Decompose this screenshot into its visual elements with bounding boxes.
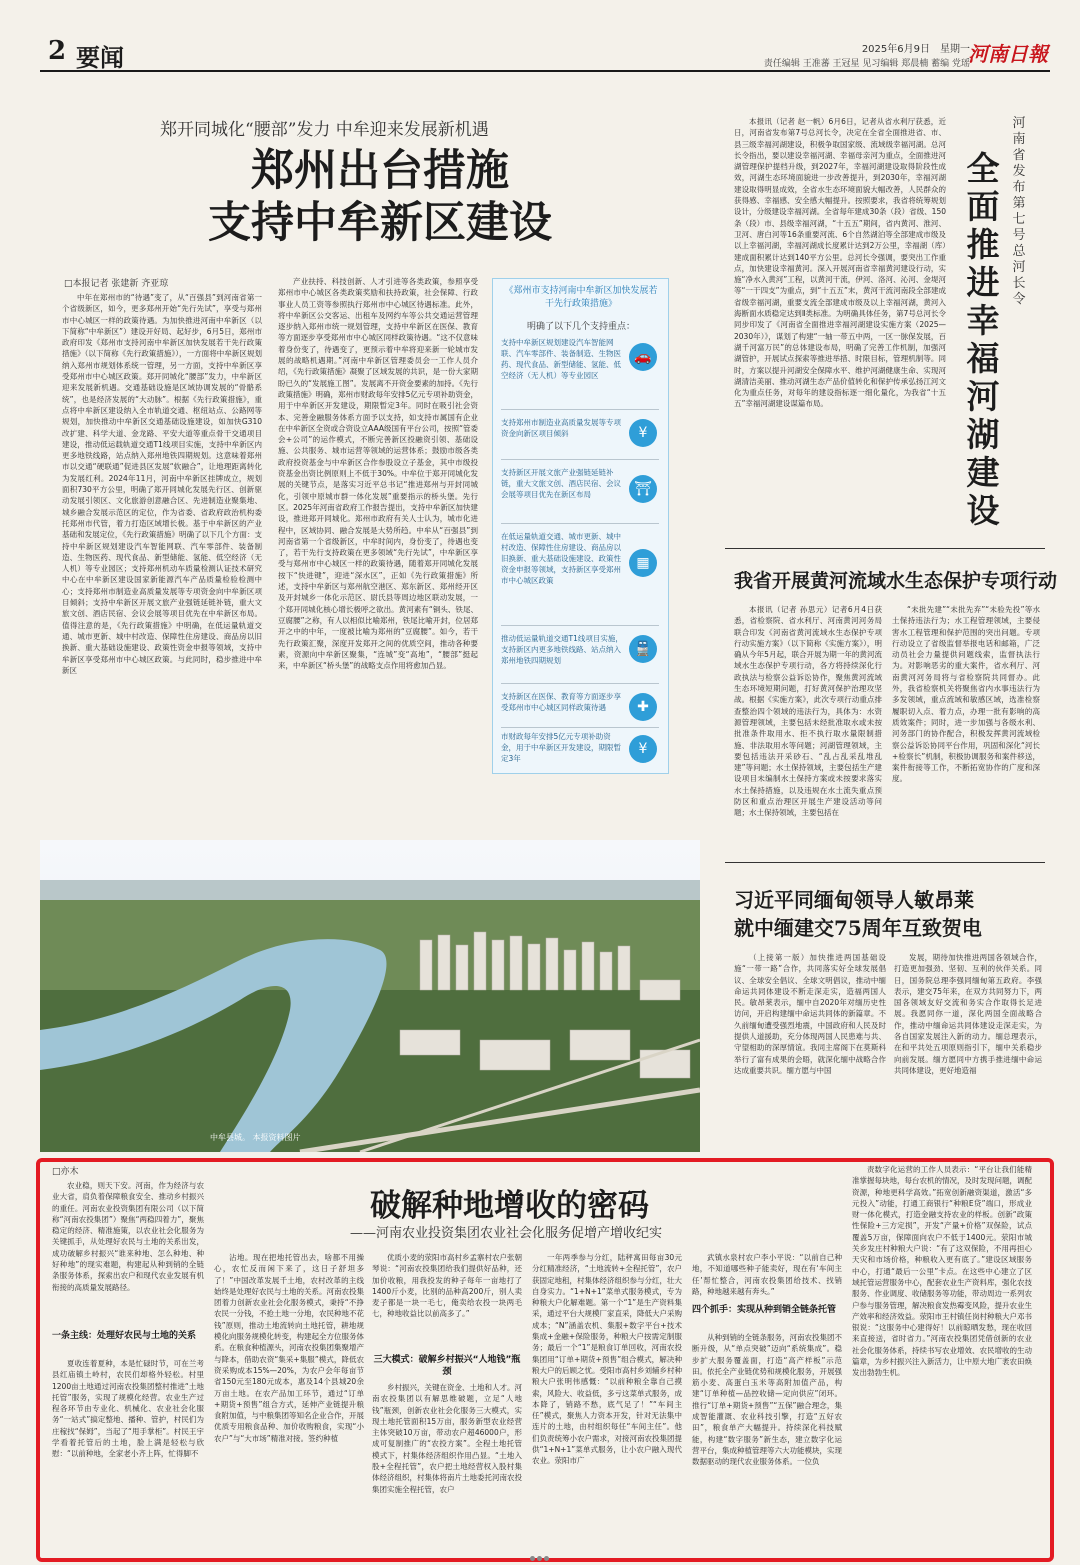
right-mid-text-1: 本报讯（记者 孙思元）记者6月4日获悉，省检察院、省水利厅、河南黄河河务局联合印发《河南省黄河流域水生态保护专项行动实施方案》（以下简称《实施方案》），明确从今年5月起，联合开展为期一年的黄河流域水生态保护专项行动，各方将持续深化行政执法与检察公益诉讼协作，聚焦黄河流域生态环境短期问题，打好黄河保护治理攻坚战。根据《实施方案》，此次专项行动重点排查整治四个领域的违法行为，具体为：水资源管理领域，主要包括未经批准取水或未按批准条件取用水、拒不执行取水量限制措施、非法取用水等问题；河湖管理领域，主要包括违法开采砂石、“乱占乱采乱堆乱建”等问题；水土保持领域，主要包括生产建设项目未编制水土保持方案或未按要求落实水土保持措施，以及违规在水土流失重点预防区和重点治理区开展生产建设活动等问题；水土保持领域，主要包括在	[734, 605, 882, 818]
feature-text-5b: 从种到销的全链条服务，河南农投集团不断升级，从“单点突破”迈向“系统集成”。稳步扩大服务覆盖面，打造“高产样板”示范田。依托全产业链优势和规模化服务，开展强筋小麦、高蛋白玉米等高附加值产品，构建“订单种植—品控收储—定向供应”闭环。推行“订单+期货+预售”“五保”融合理念，集成智能灌溉、农业科技引擎，打造“五好农田”，粮食单产大幅提升。持续深化科技赋能，构建“数字服务”新生态，建立数字化运营平台，集成种植管理等六大功能模块，实现数据驱动的现代农业服务体系。一位负	[692, 1333, 842, 1467]
policy-infobox	[492, 278, 669, 774]
infobox-item-5: 推动低运量轨道交通T1线项目实施，支持新区内更多地铁线路、站点纳入郑州地铁四期规划	[501, 634, 623, 665]
infobox-item-3: 支持新区开展文旅产业强链延链补链，重大文旅文创、酒店民宿、会议会展等项目优先在新区布局	[501, 468, 621, 499]
photo-caption: 中牟县城。 本报资料图片	[210, 1133, 301, 1142]
lead-column-2	[278, 276, 478, 832]
right-bottom-headline	[734, 886, 982, 942]
feature-column-3	[372, 1252, 522, 1352]
feature-text-3b: 乡村振兴，关键在资金、土地和人才。河南农投集团以有解思维破题，立足“人地钱”瓶颈，创新农业社会化服务三大模式，实现土地托管面积15万亩，服务新型农业经营主体突破10万亩，带动农户超46000户，形成可复制推广的“农投方案”。全程土地托管模式下，村集体经济组织作用凸显。“土地入股+全程托管”，农户把土地经营权入股村集体经济组织，村集体将南片土地委托河南农投集团实施全程托管，农户	[372, 1383, 522, 1494]
right-bottom-column-2	[894, 952, 1042, 1150]
city-photo-illustration	[40, 840, 700, 1152]
right-top-headline: 全面推进幸福河湖建设	[966, 149, 1000, 530]
feature-text-1: 农业稳，则天下安。河南，作为经济与农业大省，肩负着保障粮食安全、推动乡村振兴的重任。河南农业投资集团有限公司（以下简称“河南农投集团”）聚焦“两稳四着力”，聚焦稳定的经济、精准施策，以农业社会化服务为关键抓手，从处理好农民与土地的关系出发，成功破解乡村振兴“谁来种地、怎么种地、种好种地”的现实难题，构建起从种到销的全链条服务体系，探索出农户和现代农业发展有机衔接的高质量发展路径。	[52, 1181, 204, 1292]
infobox-divider	[501, 523, 659, 524]
feature-byline: □亦木	[52, 1167, 79, 1177]
section-divider	[725, 548, 1045, 549]
feature-column-6	[852, 1164, 1032, 1540]
feature-column-3b	[372, 1382, 522, 1540]
feature-headline: 破解种地增收的密码	[370, 1188, 649, 1224]
hospital-cross-icon: ✚	[629, 693, 657, 721]
infobox-item-2: 支持郑州市制造业高质量发展等专项资金向新区项目倾斜	[501, 418, 621, 438]
city-aerial-photo	[40, 840, 700, 1152]
right-top-kicker: 河南省发布第七号总河长令	[1012, 116, 1026, 307]
feature-column-1b	[52, 1358, 204, 1538]
yuan-coin-icon: ¥	[629, 419, 657, 447]
feature-column-2	[214, 1252, 364, 1540]
infobox-divider	[501, 683, 659, 684]
right-mid-headline: 我省开展黄河流域水生态保护专项行动	[734, 570, 1058, 592]
editors-line: 责任编辑 王准蕃 王冠星 见习编辑 郑晨楠 蓄编 党瑶	[763, 59, 970, 69]
infobox-title: 《郑州市支持河南中牟新区加快发展若干先行政策措施》	[504, 286, 658, 309]
page-fold-dots	[530, 1546, 554, 1552]
train-icon: 🚆	[629, 635, 657, 663]
infobox-subtitle: 明确了以下几个支持重点：	[526, 322, 635, 332]
feature-text-5: 武镇水泉村农户李小平说：“以前自己种地，不知道哪些种子能卖好，现在有‘车间主任’帮忙整合，河南农投集团给技术、找销路，种地越来越有奔头。”	[692, 1253, 842, 1296]
lead-text-1: 中年在郑州市的“待遇”变了，从“百强县”到河南省第一个省级新区，如今，更多郑州开始“先行先试”，享受与郑州市中心城区一样的政策待遇。为加快推进河南中牟新区（以下简称“中牟新区”）建设开好局、起好步，6月5日，郑州市政府印发《郑州市支持河南中牟新区加快发展若干先行政策措施》（以下简称《先行政策措施》），一方面将中牟新区规划纳入郑州市规划体系统一管理，另一方面，支持中牟新区享受郑州市中心城区政策。郑开同城化“腰部”发力，中牟新区迎来发展新机遇。交通基础设施是区域协调发展的“骨骼系统”，也是经济发展的“大动脉”。根据《先行政策措施》，重点将中牟新区建设纳入全市轨道交通、枢纽站点、公路网等规划，加快推动中牟新区交通基础设施建设，如加快G310改扩建、科学大道、金龙路、平安大道等重点骨干交通项目建设，推动低运载轨道交通T1线项目实施，支持中牟新区内更多地铁线路，站点纳入郑州地铁四期规划。这意味着郑州市以交通“硬联通”促进县区发展“软融合”，让地理距离转化为发展红利。2024年11月，河南中牟新区挂牌成立，规划面积730平方公里，明确了郑开同城化发展先行区、创新驱动发展引领区、文化旅游创意融合区、先进制造业聚集地、城乡融合发展示范区的定位，作为省委、省政府政治机构委托郑州市代管，着力打造区域增长极。基于中牟新区的产业基础和发展定位，《先行政策措施》明确了以下几个方面：支持中牟新区规划建设汽车智能网联、汽车零部件、装备制造、生物医药、现代食品、新型储能、氢能、低空经济（无人机）等专业园区；支持郑州机动车质量检测认证技术研究中心在中牟新区建设国家新能源汽车产品质量检验检测中心；支持郑州市制造业高质量发展等专项资金向中牟新区项目倾斜；支持中牟新区开展文旅产业强链延链补链，重大文旅文创、酒店民宿、会议会展等项目优先在中牟新区布局。值得注意的是，《先行政策措施》中明确，在低运量轨道交通、城市更新、城中村改造、保障性住房建设、商品房以旧换新、重大基础设施建设、政策性资金申报等领域，支持中牟新区享受郑州市中心城区政策。与此同时，稳步推进中牟新区	[62, 293, 262, 675]
feature-text-6: 责数字化运营的工作人员表示：“平台让我们能精准掌握每块地，每台农机的情况，及时发现问题，调配资源，种地更科学高效。”拓宽创新融资渠道，激活“多元投入”动能，打通工商银行“种粮E贷”端口，形成业财一体化模式，打造金融支持农业的样板。创新“政策性保险+三方定损”，开发“产量+价格”双保险，试点覆盖5万亩，保障面向农户不低于1400元。荥阳市城关乡发庄村种粮大户说：“有了这双保险，不用再担心天灾和市场价格，种粮收入更有底了。”建设区域服务中心，打通“最后一公里”卡点。在这些中心建立了区域托管运营服务中心，配套农业生产资料库，强化农技服务、作业调度、收储服务等功能，带动周边一系列农户参与服务管理，解决粮食发热霉变风险，提升农业生产效率和经济效益。荥阳市王村镇任岗村种粮大户邓书银说：“这服务中心建得好！以前晾晒发愁，现在收回来直接送，省时省力。”河南农投集团凭借创新的农业社会化服务体系，持续书写农业增效、农民增收的生动篇章，为乡村振兴注入新活力，让中原大地广袤农田焕发出勃勃生机。	[852, 1165, 1032, 1378]
right-bottom-text-2: 发展，期待加快推进两国各领域合作，打造更加强劲、坚韧、互利的伙伴关系。同日，国务院总理李强同缅甸第五政府。李强表示，建交75年来，在双方共同努力下，两国各领域友好交流和务实合作取得长足进展。我愿同你一道，深化两国全面战略合作，推动中缅命运共同体建设走深走实，为各自国家发展注入新的动力。缅总理表示，在和平共处五项原则指引下，缅中关系稳步向前发展。缅方愿同中方携手推进缅中命运共同体建设，更好地造福	[894, 953, 1042, 1075]
feature-section-heading-3: 四个抓手：实现从种到销全链条托管	[692, 1305, 837, 1315]
lead-byline: □本报记者 张建新 齐亚琼	[64, 279, 169, 289]
right-mid-text-2: “未批先建”“未批先弃”“未验先投”等水土保持违法行为；水工程管理领域，主要侵害水工程管理和保护范围的突出问题。专项行动设立了省级监督举报电话和邮箱，广泛动员社会力量提供问题线索，监督执法行为。对影响恶劣的重大案件，省水利厅、河南黄河河务局将与省检察院共同督办。此外，我省检察机关将聚焦省内水事违法行为多发领域，重点流域和敏感区域，选准检察履职切入点、着力点，办理一批有影响的高质效案件；同时，进一步加强与各级水利、河务部门的协作配合，积极发挥黄河流域检察公益诉讼协同平台作用，巩固和深化“河长+检察长”机制，积极协调服务和案件移送，案件衔接等工作，不断拓宽协作的广度和深度。	[892, 605, 1040, 784]
infobox-item-7: 市财政每年安排5亿元专项补助资金，用于中牟新区开发建设，期限暂定3年	[501, 732, 621, 763]
lead-headline-line2: 支持中牟新区建设	[208, 198, 552, 248]
feature-text-4: 一年两季参与分红，陆秤寓田每亩30元分红精准经济，“土地流转+全程托管”，农户获固定地租，村集体经济组织参与分红，壮大自身实力。“1+N+1”菜单式服务模式，专为种粮大户化解难题。第一个“1”是生产资料集采，通过平台大规模厂家直采，降低大户采购成本；“N”涵盖农机、集服+数字平台+技术集成+金融+保险服务，种粮大户按需定制服务；最后一个“1”是粮食订单回收，河南农投集团用“订单+期货+预售”组合模式，解决种粮大户的后顾之忧。受阳市高村乡刘辅乡村种粮大户张明伟感慨：“以前种粮全靠自己摸索，风险大、收益低，多亏这菜单式服务，成本降了，销路不愁，底气足了！”“车间主任”模式，聚焦人力资本开发，针对无法集中连片的土地，由村组织每任“车间主任”。他们负责统筹小农户需求，对接河南农投集团提供“1+N+1”菜单式服务，让小农户融入现代农业。荥阳市广	[532, 1253, 682, 1466]
right-bottom-headline-line1: 习近平同缅甸领导人敏昂莱	[734, 888, 974, 912]
pavilion-icon: ⛩	[629, 475, 657, 503]
issue-date: 2025年6月9日 星期一	[861, 44, 970, 55]
right-mid-column-1	[734, 604, 882, 852]
right-bottom-column-1	[734, 952, 886, 1150]
lead-column-1	[62, 292, 262, 832]
infobox-divider	[501, 409, 659, 410]
section-name: 要闻	[76, 44, 124, 72]
right-bottom-headline-line2: 就中缅建交75周年互致贺电	[734, 916, 982, 940]
feature-column-5b	[692, 1332, 842, 1540]
feature-text-3: 优质小麦的荥阳市高村乡孟寨村农户张朝琴说：“河南农投集团给我们提供好品种，还加价收粮，用我投发的种子每年一亩地打了1400斤小麦，比别的品种高200斤，别人卖麦子都是一块一毛七，俺卖给农投一块两毛七，种地收益比以前高多了。”	[372, 1253, 522, 1319]
feature-column-4	[532, 1252, 682, 1540]
lead-headline-line1: 郑州出台措施	[251, 146, 509, 196]
lead-headline	[170, 145, 590, 249]
infobox-divider	[501, 727, 659, 728]
infobox-divider	[501, 459, 659, 460]
building-icon: ▦	[629, 549, 657, 577]
infobox-divider	[501, 625, 659, 626]
money-icon: ¥	[629, 735, 657, 763]
page-header	[40, 34, 1050, 72]
right-bottom-text-1: （上接第一版）加快推进两国基础设施“一带一路”合作，共同落实好全球发展倡议、全球安全倡议、全球文明倡议，推动中缅命运共同体建设不断走深走实，造福两国人民。敏昂莱表示，缅中自2020年对缅历史性访问，开启构建缅中命运共同体的新篇章。不久前缅甸遭受强烈地震，中国政府和人民及时提供人道援助，充分体现两国人民患难与共、守望相助的深厚情谊。我同主席阁下在莫斯科举行了富有成果的会晤，就深化缅中战略合作达成重要共识。缅方愿与中国	[734, 953, 886, 1075]
infobox-item-6: 支持新区在医保、教育等方面逐步享受郑州市中心城区同样政策待遇	[501, 692, 621, 712]
feature-column-1	[52, 1180, 204, 1326]
right-top-text: 本报讯（记者 赵一帆）6月6日，记者从省水利厅获悉，近日，河南省发布第7号总河长令，决定在全省全面推进省、市、县三级幸福河湖建设，积极争取国家级、流域级幸福河湖。总河长令指出，要以建设幸福河湖、幸福母亲河为重点，全面推进河湖管理保护提档升级，到2027年，幸福河湖建设取得阶段性成效，河湖生态环境面貌进一步改善提升，到2030年，幸福河湖建设取得明显成效，全省水生态环境面貌大幅改善，人民群众的获得感、幸福感、安全感大幅提升。按照要求，我省将统筹规划设计，分级建设幸福河湖。全省每年建成30条（段）省级、150条（段）市、县级幸福河湖，“十五五”期间，省内黄河、淮河、卫河、唐白河等16条重要河流、6个自然湖泊等全部建成市级及以上幸福河湖，幸福河湖成长度累计达到2万公里，幸福湖（库）建成面积累计达到140平方公里。总河长令强调，要突出工作重点，加快建设幸福黄河。深入开展河南省幸福黄河建设行动，实施“净水入黄河”工程，以黄河干流，伊河、洛河、沁河、金堤河等“一干四支”为重点，到“十五五”末，黄河干流河南段全部建成省级幸福河湖，重要支流全部建成市级及以上幸福河湖，黄河入海断面水质稳定达到Ⅱ类标准。为明确具体任务，第7号总河长令同步印发了《河南省全面推进幸福河湖建设实施方案（2025—2030年）》，谋划了构建“一轴一带五中两，一区一脉保发展，百湖千河富万民”的总体建设布局，明确了完善工作机制，加强河湖管护，开展试点探索等推进举措、时限目标，管理机制等。同时，方案以提升河湖安全保障水平、维护河湖健康生命、实现河湖清洁美丽、推动河湖生态产品价值转化和保护传承弘扬江河文化为重点任务，对每年的建设指标逐一细化量化，为我省“十五五”幸福河湖建设谋篇布局。	[734, 117, 946, 409]
feature-section-heading-2: 三大模式：破解乡村振兴“人地钱”瓶颈	[373, 1355, 521, 1377]
right-top-body	[734, 116, 946, 540]
feature-subheadline: ——河南农业投资集团农业社会化服务促增产增收纪实	[350, 1226, 663, 1241]
lead-kicker: 郑开同城化“腰部”发力 中牟迎来发展新机遇	[160, 120, 489, 140]
newspaper-logo: 河南日報	[968, 42, 1048, 66]
page-number: 2	[48, 36, 67, 66]
lead-text-2: 产业扶持、科技创新、人才引进等各类政策，参照享受郑州市中心城区各类政策奖励和扶持政策，社会保障、行政事业人员工资等参照执行郑州市中心城区待遇标准。此外，将中牟新区公交客运、出租车及网约车等公共交通运营管理逐步纳入郑州市统一规划管理，支持中牟新区在医保、教育等方面逐步享受郑州市中心城区同样政策待遇。“这不仅意味着身份变了，待遇变了，更预示着中牟将迎来新一轮城市发展的战略机遇期。”河南中牟新区管理委员会一工作人员介绍，《先行政策措施》凝聚了区域发展的共识，是一份大家期盼已久的“发展施工图”。发展离不开资金要素的加持。《先行政策措施》明确，郑州市财政每年安排5亿元专项补助资金，用于中牟新区开发建设，期限暂定3年。同时在吸引社会资本、完善金融服务体系方面予以支持，如支持市属国有企业在中牟新区全资或合资设立AAA级国有平台公司，按照“管委会+公司”的运作模式，不断完善新区投融资引领、基础设施、公共服务、城市运营等领域的运营体系；鼓励市级各类政府投资基金与中牟新区合作参股设立子基金，其中市级投资基金出资比例原则上不低于30%。中牟位于郑开同城化发展的关键节点，是落实习近平总书记“推进郑州与开封同城化，引领中原城市群一体化发展”重要指示的桥头堡。先行区。2025年河南省政府工作报告提出，支持中牟新区加快建设，推进郑开同城化。郑州市政府有关人士认为，城市化进程中，区域协同、融合发展是大势所趋。中牟从“百强县”到河南省第一个省级新区，中牟时间内，身份变了，待遇也变了，若干先行支持政策在更多领域“先行先试”，中牟新区享受与郑州市中心城区一样的政策待遇，随着郑开同城化发展按下“快进键”，迎进“深水区”，正如《先行政策措施》所述，支持中牟新区与郑州航空港区、郑东新区、郑州经开区及开封城乡一体化示范区、尉氏县等周边地区联动发展，一个郑开同城化核心增长极呼之欲出。黄河素有“铜头、铁尾、豆腐腰”之称，有人以相似比喻郑州，铁尾比喻开封，位居郑开之中的中年，一度被比喻为郑州的“豆腐腰”。如今，若干先行政策汇聚，深度开发郑开之间的优质空间，推动各种要素，资源向中牟新区聚集，“连城”变“高地”，“腰部”挺起来，中牟新区“桥头堡”的战略支点作用将愈加凸显。	[278, 277, 478, 671]
feature-section-heading-1: 一条主线：处理好农民与土地的关系	[52, 1331, 197, 1341]
infobox-item-4: 在低运量轨道交通、城市更新、城中村改造、保障性住房建设、商品房以旧换新、重大基础设施建设、政策性资金申报等领域，支持新区享受郑州市中心城区政策	[501, 532, 621, 585]
car-icon: 🚗	[629, 343, 657, 371]
feature-column-5	[692, 1252, 842, 1302]
right-mid-column-2	[892, 604, 1040, 852]
infobox-item-1: 支持中牟新区规划建设汽车智能网联、汽车零部件、装备制造、生物医药、现代食品、新型储能、氢能、低空经济（无人机）等专业园区	[501, 338, 621, 380]
section-divider	[725, 862, 1045, 863]
feature-text-2: 沾地。现在把地托管出去，啥都不用操心，农忙反而闲下来了，这日子舒坦多了！”中国改革发展千土地，农村改革的主线始终是处理好农民与土地的关系。河南农投集团着力创新农业社会化服务模式，秉持“不挣农民一分钱，不抢土地一分地，农民种地不花钱”原则，推动土地流转向土地托管，耕地规模化向服务规模化转变，构建起全方位服务体系。在粮食种植源头，河南农投集团集聚增产与降本，借助农资“集采+集服”模式，降低农资采购成本15%—20%，为农户会年每亩节省150元至180元成本，惠及14个县城20余万亩土地。在农产品加工环节，通过“订单+期货+预售”组合方式，延伸产业链提升粮食附加值，与中粮集团等知名企业合作，开展优质专用粮食品种、加价收购粮食，实现“小农户”与“大市场”精准对接。签约种植	[214, 1253, 364, 1443]
feature-text-1b: 夏收连着夏种，本是忙碌时节，可在兰考县红庙镇土岭村，农民们却格外轻松。村里1200亩土地通过河南农投集团整村推进“土地托管”服务，实现了规模化经营。农业生产过程各环节由专业化、机械化、农业社会化服务“一站式”搞定整地、播种、管护，村民们为庄稼找“保姆”，当起了“甩手掌柜”。村民王宇学看着托管后的土地，脸上满是轻松与欣慰：“以前种地，全家老小齐上阵，忙得脚不	[52, 1359, 204, 1459]
